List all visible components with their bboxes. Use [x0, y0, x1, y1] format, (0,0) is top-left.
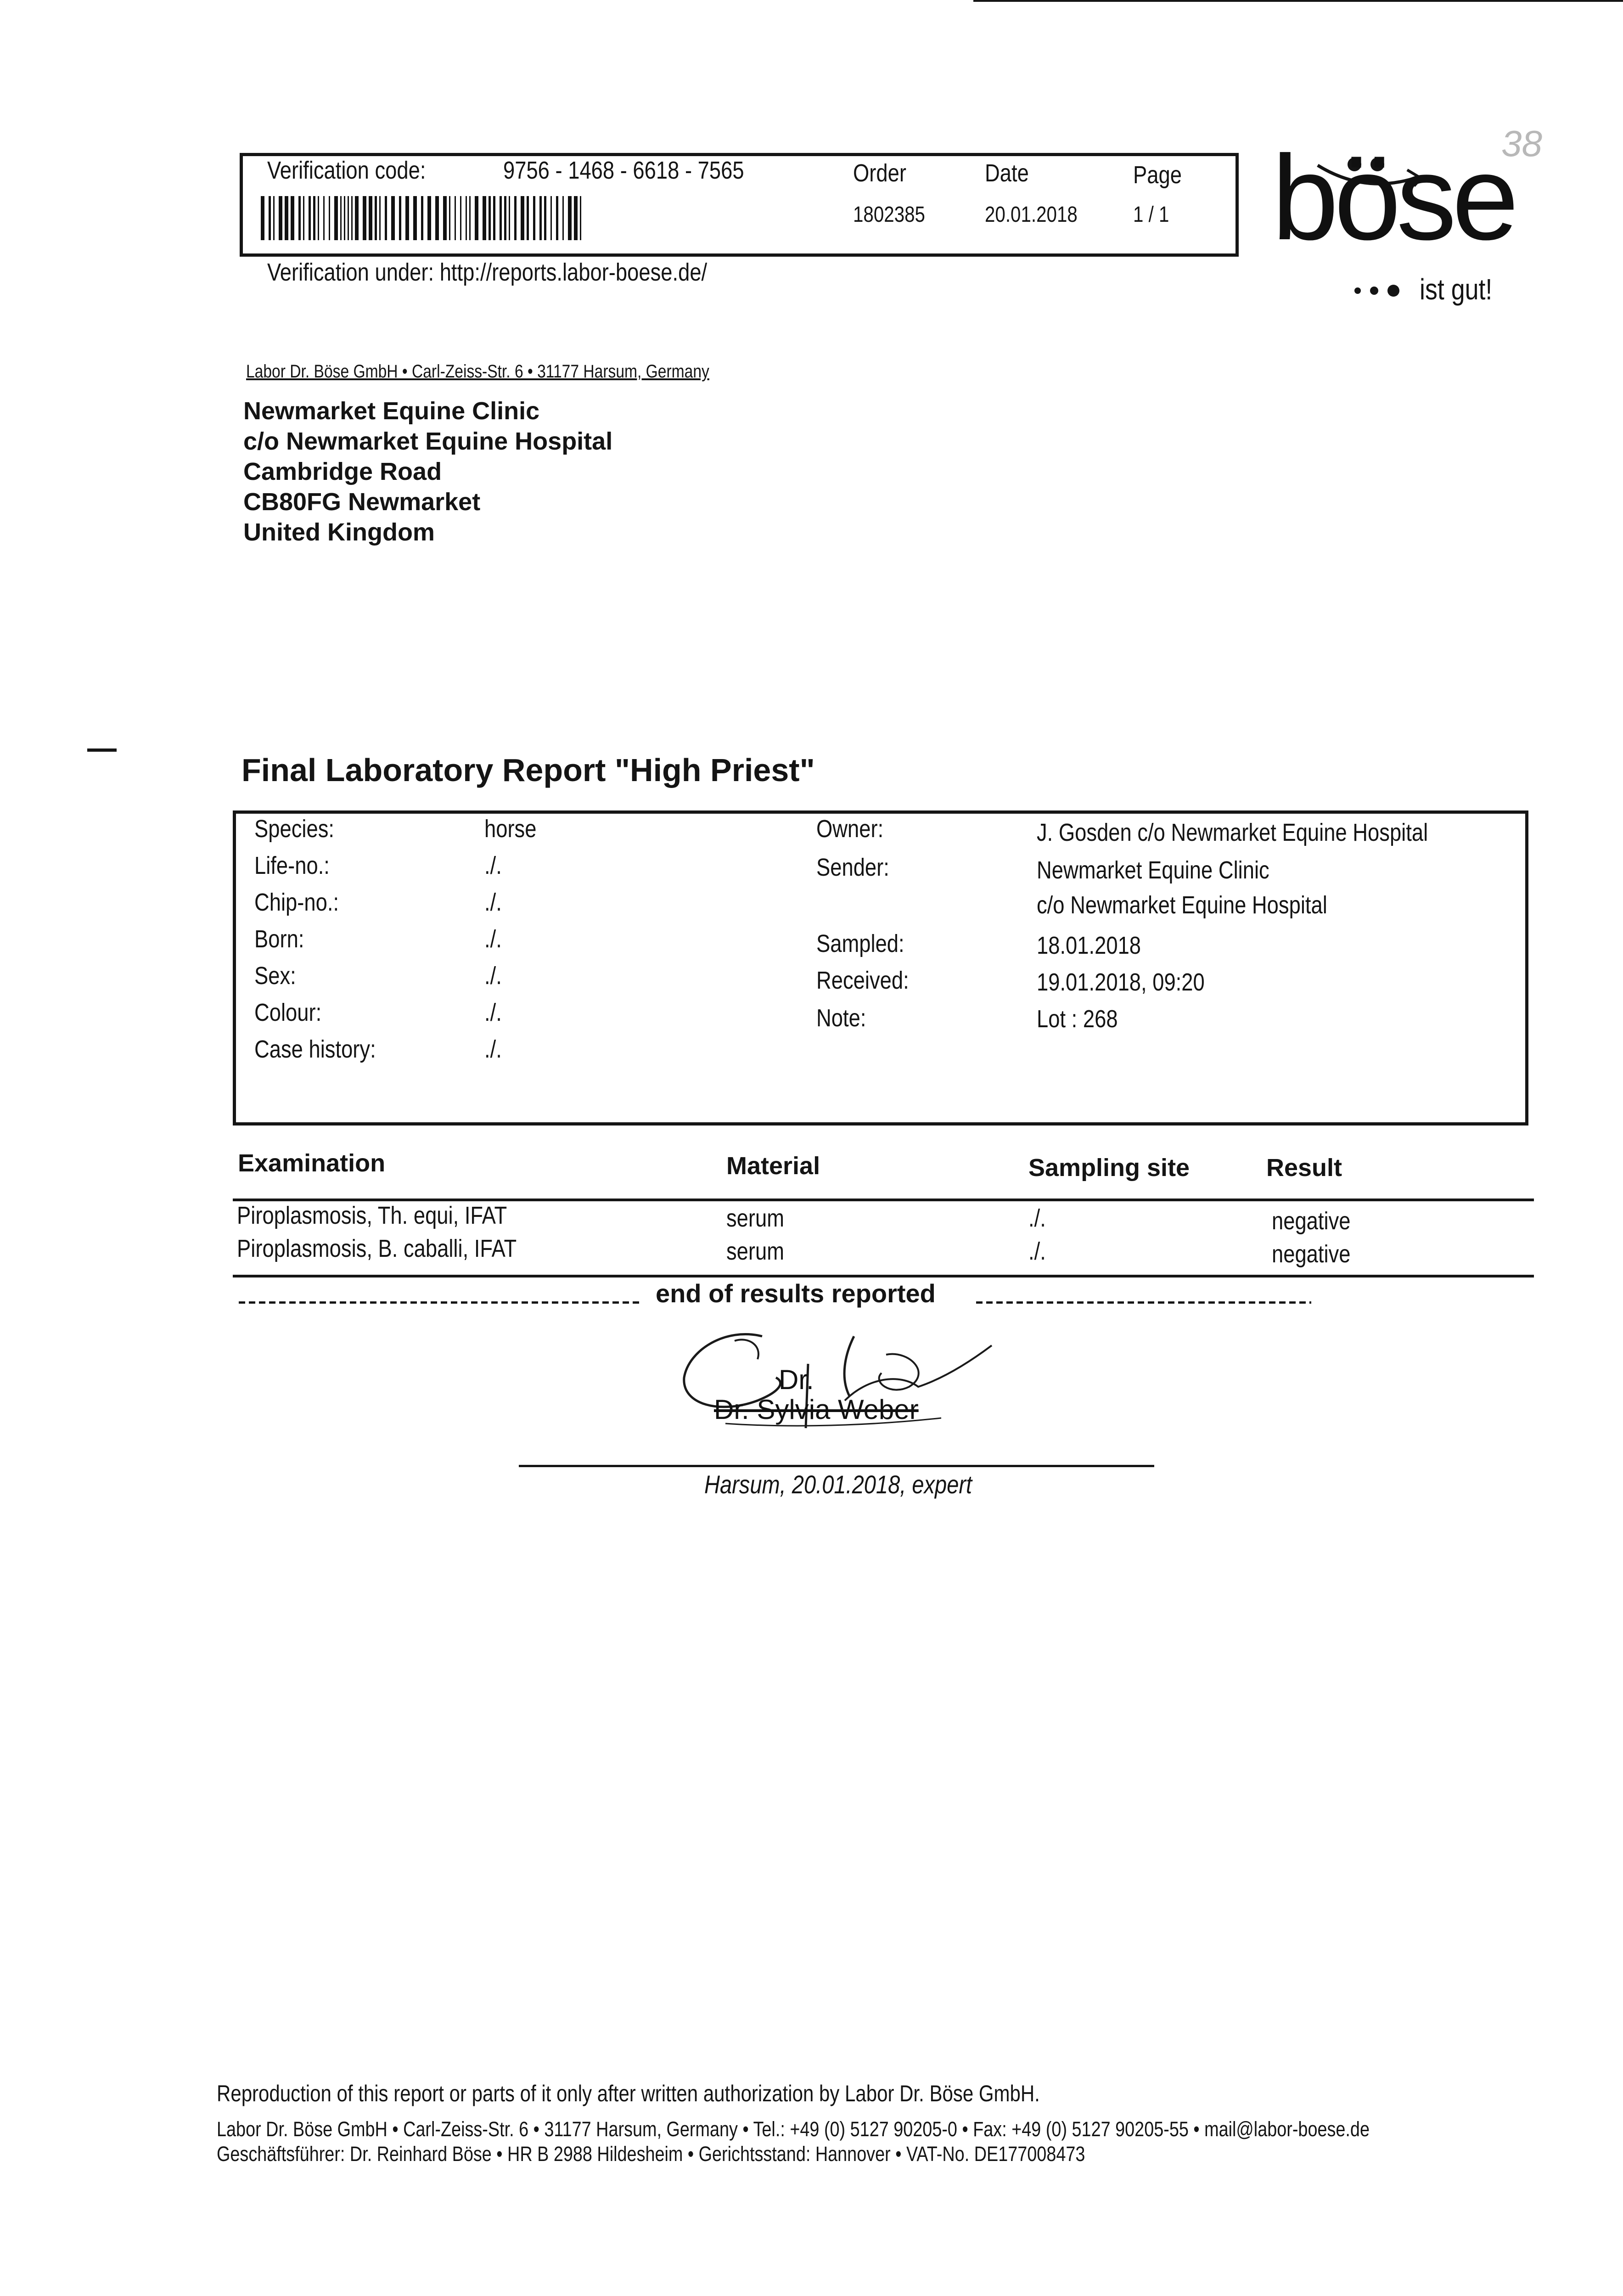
note-label: Note:: [816, 1004, 866, 1032]
barcode-bar: [363, 196, 366, 240]
barcode-bar: [340, 196, 342, 240]
barcode-bar: [550, 196, 552, 240]
col-header-result: Result: [1266, 1154, 1342, 1182]
barcode-bar: [269, 196, 271, 240]
sampled-label: Sampled:: [816, 930, 904, 957]
barcode-bar: [391, 196, 395, 240]
footer-contact-line: Labor Dr. Böse GmbH • Carl-Zeiss-Str. 6 • 31177 Harsum, Germany • Tel.: +49 (0) 5127 90205-0 • Fax: +49 (0) 5127 90205-55 • mail@labor-boese.de: [217, 2117, 1370, 2141]
patient-value: ./.: [484, 962, 502, 990]
barcode-bar: [385, 196, 387, 240]
patient-value: ./.: [484, 999, 502, 1026]
barcode-bar: [323, 196, 325, 240]
barcode-bar: [313, 196, 315, 240]
patient-label: Colour:: [254, 999, 322, 1026]
barcode-bar: [318, 196, 319, 240]
address-line: United Kingdom: [243, 518, 435, 546]
patient-value: ./.: [484, 889, 502, 916]
page-value: 1 / 1: [1133, 203, 1169, 227]
barcode-bar: [405, 196, 409, 240]
barcode-bar: [334, 196, 338, 240]
logo-wordmark: böse: [1272, 130, 1515, 265]
barcode-bar: [493, 196, 495, 240]
barcode-bar: [574, 196, 578, 240]
cell-examination: Piroplasmosis, B. caballi, IFAT: [237, 1235, 517, 1262]
barcode-bar: [469, 196, 471, 240]
col-header-examination: Examination: [238, 1149, 386, 1177]
patient-label: Sex:: [254, 962, 296, 990]
sender-label: Sender:: [816, 854, 889, 881]
cell-examination: Piroplasmosis, Th. equi, IFAT: [237, 1202, 507, 1229]
signature-caption: Harsum, 20.01.2018, expert: [704, 1470, 972, 1499]
page-label: Page: [1133, 161, 1182, 189]
patient-value: ./.: [484, 925, 502, 953]
barcode-bar: [556, 196, 558, 240]
address-line: CB80FG Newmarket: [243, 488, 481, 516]
barcode-bar: [443, 196, 447, 240]
barcode-bar: [413, 196, 417, 240]
scan-edge-line: [973, 0, 1623, 2]
patient-label: Born:: [254, 925, 304, 953]
barcode-bar: [273, 196, 275, 240]
owner-label: Owner:: [816, 815, 884, 843]
end-dash-left: [239, 1301, 643, 1304]
order-value: 1802385: [853, 203, 925, 227]
barcode: [261, 196, 584, 240]
patient-label: Species:: [254, 815, 334, 843]
table-bottom-rule: [233, 1275, 1534, 1277]
barcode-bar: [521, 196, 524, 240]
verification-code: 9756 - 1468 - 6618 - 7565: [503, 157, 744, 184]
barcode-bar: [427, 196, 431, 240]
handwritten-page-mark: 38: [1501, 123, 1542, 164]
barcode-bar: [285, 196, 288, 240]
footer-reproduction-notice: Reproduction of this report or parts of it only after written authorization by Labor Dr. Böse GmbH.: [217, 2081, 1040, 2106]
barcode-bar: [533, 196, 535, 240]
cell-result: negative: [1272, 1240, 1351, 1268]
barcode-bar: [460, 196, 461, 240]
patient-label: Life-no.:: [254, 852, 330, 879]
barcode-bar: [449, 196, 450, 240]
date-value: 20.01.2018: [985, 203, 1078, 227]
barcode-bar: [351, 196, 353, 240]
handwritten-signature: [670, 1309, 1005, 1442]
logo-tagline: ist gut!: [1420, 273, 1493, 306]
margin-mark: [87, 748, 117, 752]
address-line: Cambridge Road: [243, 458, 442, 485]
col-header-sampling-site: Sampling site: [1028, 1154, 1190, 1182]
barcode-bar: [544, 196, 546, 240]
order-label: Order: [853, 159, 906, 187]
patient-value: horse: [484, 815, 537, 843]
barcode-bar: [329, 196, 330, 240]
cell-material: serum: [726, 1238, 785, 1265]
barcode-bar: [369, 196, 372, 240]
report-title: Final Laboratory Report "High Priest": [241, 752, 815, 788]
footer-legal-line: Geschäftsführer: Dr. Reinhard Böse • HR B 2988 Hildesheim • Gerichtsstand: Hannover • VAT-No. DE177008473: [217, 2142, 1085, 2166]
barcode-bar: [298, 196, 301, 240]
cell-site: ./.: [1028, 1238, 1046, 1265]
barcode-bar: [375, 196, 377, 240]
barcode-bar: [562, 196, 564, 240]
barcode-bar: [466, 196, 467, 240]
received-label: Received:: [816, 967, 909, 994]
end-of-results-text: end of results reported: [656, 1279, 936, 1308]
patient-value: ./.: [484, 852, 502, 879]
note-value: Lot : 268: [1037, 1005, 1118, 1033]
date-label: Date: [985, 159, 1029, 187]
barcode-bar: [568, 196, 572, 240]
sender-value: c/o Newmarket Equine Hospital: [1037, 891, 1327, 919]
barcode-bar: [355, 196, 359, 240]
patient-label: Chip-no.:: [254, 889, 339, 916]
verification-url: Verification under: http://reports.labor-boese.de/: [267, 259, 708, 286]
barcode-bar: [527, 196, 529, 240]
barcode-bar: [504, 196, 506, 240]
barcode-bar: [291, 196, 294, 240]
sender-line: Labor Dr. Böse GmbH • Carl-Zeiss-Str. 6 • 31177 Harsum, Germany: [246, 361, 709, 382]
barcode-bar: [500, 196, 502, 240]
logo-bullets: [1354, 283, 1410, 297]
signature-line: [519, 1465, 1154, 1467]
barcode-bar: [399, 196, 401, 240]
barcode-bar: [309, 196, 311, 240]
barcode-bar: [261, 196, 264, 240]
barcode-bar: [514, 196, 517, 240]
patient-value: ./.: [484, 1035, 502, 1063]
sampled-value: 18.01.2018: [1037, 932, 1141, 959]
barcode-bar: [489, 196, 491, 240]
svg-text:Dr. Sylvia Weber: Dr. Sylvia Weber: [714, 1394, 919, 1425]
barcode-bar: [580, 196, 581, 240]
barcode-bar: [421, 196, 423, 240]
cell-result: negative: [1272, 1207, 1351, 1235]
sender-value: Newmarket Equine Clinic: [1037, 856, 1269, 884]
barcode-bar: [483, 196, 486, 240]
barcode-bar: [455, 196, 456, 240]
barcode-bar: [475, 196, 478, 240]
cell-site: ./.: [1028, 1204, 1046, 1232]
end-dash-right: [976, 1301, 1311, 1304]
barcode-bar: [348, 196, 349, 240]
svg-text:Dr.: Dr.: [779, 1364, 814, 1395]
cell-material: serum: [726, 1204, 785, 1232]
barcode-bar: [539, 196, 542, 240]
barcode-bar: [303, 196, 304, 240]
barcode-bar: [379, 196, 381, 240]
patient-label: Case history:: [254, 1035, 376, 1063]
col-header-material: Material: [726, 1152, 820, 1180]
barcode-bar: [344, 196, 345, 240]
address-line: c/o Newmarket Equine Hospital: [243, 428, 613, 455]
address-line: Newmarket Equine Clinic: [243, 397, 540, 425]
barcode-bar: [279, 196, 282, 240]
received-value: 19.01.2018, 09:20: [1037, 968, 1205, 996]
barcode-bar: [435, 196, 439, 240]
barcode-bar: [509, 196, 510, 240]
verification-label: Verification code:: [267, 157, 426, 184]
owner-value: J. Gosden c/o Newmarket Equine Hospital: [1037, 819, 1428, 846]
